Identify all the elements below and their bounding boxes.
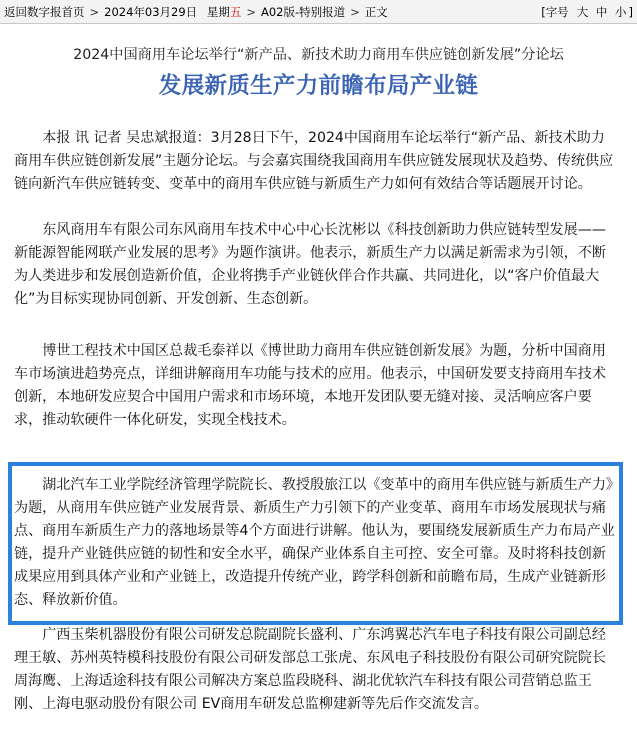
edition-link[interactable]: A02版-特别报道 bbox=[260, 5, 346, 19]
font-size-medium-button[interactable]: 中 bbox=[595, 5, 608, 19]
article-paragraph: 博世工程技术中国区总裁毛泰祥以《博世助力商用车供应链创新发展》为题，分析中国商用车市场演进趋势亮点，详细讲解商用车功能与技术的应用。他表示，中国研发要支持商用车技术创新，本地研发应契合中国用户需求和市场环境，本地开发团队要无缝对接、灵活响应客户要求，推动软硬件一体化研发，实现全栈技术。 bbox=[14, 343, 606, 428]
article-paragraph: 东风商用车有限公司东风商用车技术中心中心长沈彬以《科技创新助力供应链转型发展——新能源智能网联产业发展的思考》为题作演讲。他表示，新质生产力以满足新需求为引领，不断为人类进步和发展创造新价值，企业将携手产业链伙伴合作共赢、共同进化，以“客户价值最大化”为目标实现协同创新、开发创新、生态创新。 bbox=[14, 222, 606, 307]
issue-date: 2024年03月29日 bbox=[104, 5, 198, 19]
font-size-bracket-close: ] bbox=[628, 5, 633, 19]
article-headline: 发展新质生产力前瞻布局产业链 bbox=[158, 73, 479, 99]
font-size-large-button[interactable]: 大 bbox=[576, 5, 589, 19]
article-subtitle: 2024中国商用车论坛举行“新产品、新技术助力商用车供应链创新发展”分论坛 bbox=[73, 47, 564, 63]
font-size-label: 字号 bbox=[545, 5, 569, 19]
font-size-switcher bbox=[541, 1, 633, 23]
breadcrumb-separator: > bbox=[89, 5, 100, 19]
back-to-homepage-link[interactable]: 返回数字报首页 bbox=[4, 5, 85, 19]
breadcrumb-separator: > bbox=[350, 5, 360, 19]
breadcrumb bbox=[4, 1, 388, 23]
font-size-small-button[interactable]: 小 bbox=[615, 5, 627, 19]
article-paragraph: 广西玉柴机器股份有限公司研发总院副院长盛利、广东鸿翼芯汽车电子科技有限公司副总经理王敏、苏州英特模科技股份有限公司研发部总工张虎、东风电子科技股份有限公司研究院院长周海鹰、上海适途科技有限公司解决方案总监段晓科、湖北优软汽车科技有限公司营销总监王刚、上海电驱动股份有限公司 EV商用车研发总监柳建新等先后作交流发言。 bbox=[14, 627, 606, 712]
highlighted-paragraph: 湖北汽车工业学院经济管理学院院长、教授殷旅江以《变革中的商用车供应链与新质生产力》为题，从商用车供应链产业发展背景、新质生产力引领下的产业变革、商用车市场发展现状与痛点、商用车新质生产力的落地场景等4个方面进行讲解。他认为，要围绕发展新质生产力布局产业链，提升产业链供应链的韧性和安全水平，确保产业体系自主可控、安全可靠。及时将科技创新成果应用到具体产业和产业链上，改造提升传统产业，跨学科创新和前瞻布局，生成产业链新形态、释放新价值。 bbox=[14, 477, 615, 608]
weekday-prefix: 星期 bbox=[206, 5, 230, 19]
top-navigation-bar bbox=[0, 0, 637, 24]
weekday bbox=[207, 5, 242, 19]
weekday-char: 五 bbox=[229, 5, 242, 19]
article-paragraph: 本报 讯 记者 吴忠斌报道：3月28日下午，2024中国商用车论坛举行“新产品、新技术助力商用车供应链创新发展”主题分论坛。与会嘉宾围绕我国商用车供应链发展现状及趋势、传统供应链向新汽车供应链转变、变革中的商用车供应链与新质生产力如何有效结合等话题展开讨论。 bbox=[14, 130, 614, 192]
breadcrumb-separator: > bbox=[246, 5, 256, 19]
current-page: 正文 bbox=[364, 5, 388, 19]
font-size-bracket-open: [ bbox=[541, 5, 546, 19]
